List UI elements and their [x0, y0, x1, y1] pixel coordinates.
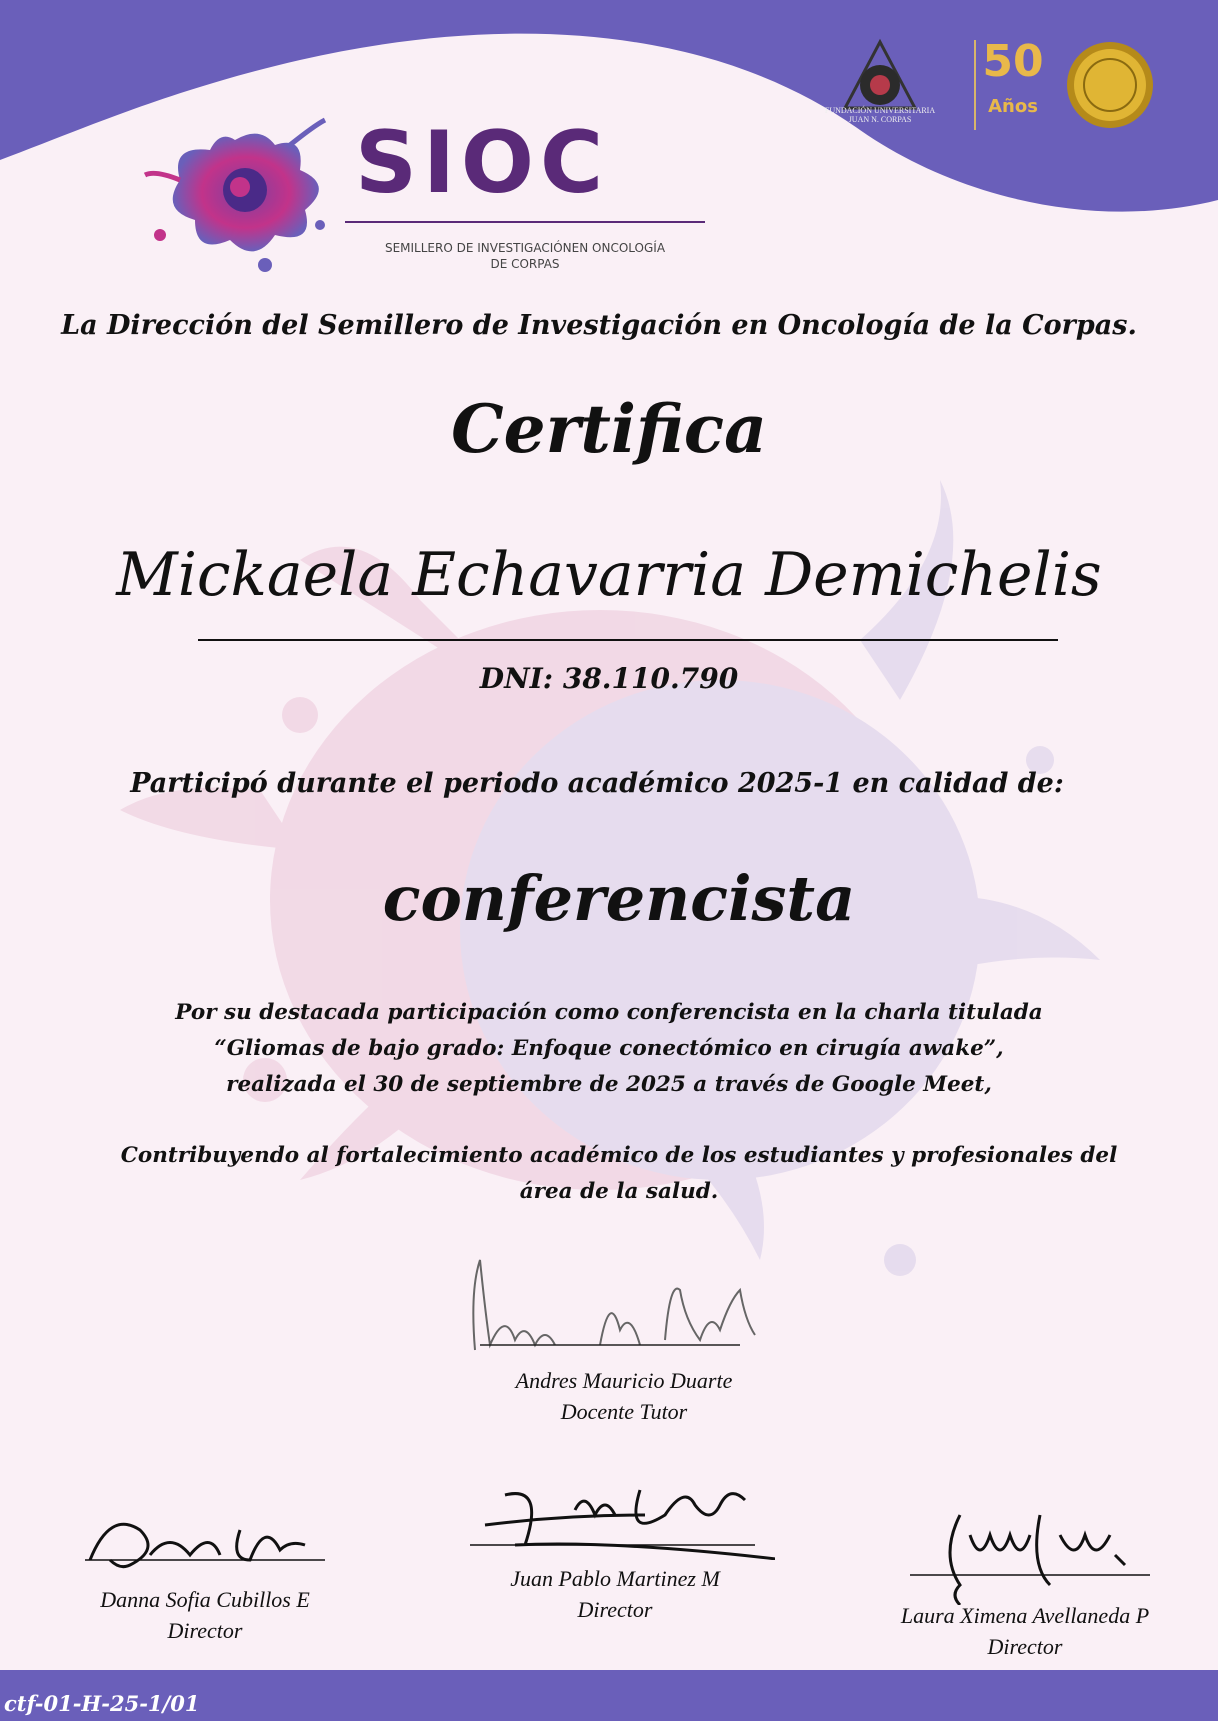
role-title: conferencista	[382, 862, 856, 935]
director-right-title: Director	[987, 1634, 1063, 1659]
participation-line: Participó durante el periodo académico 2025-1 en calidad de:	[130, 768, 1064, 799]
header-seals	[820, 30, 1170, 140]
director-left-title: Director	[167, 1618, 243, 1643]
director-center-name: Juan Pablo Martinez M	[510, 1566, 720, 1591]
tutor-signature-block	[444, 1365, 804, 1427]
brand-subtitle	[340, 240, 710, 272]
recipient-dni: DNI: 38.110.790	[479, 662, 739, 695]
description	[0, 995, 1218, 1103]
contribution-line-1: Contribuyendo al fortalecimiento académico de los estudiantes y profesionales del	[120, 1143, 1118, 1168]
brand-name: SIOC	[355, 113, 610, 213]
tutor-title: Docente Tutor	[560, 1399, 688, 1424]
director-right-name: Laura Ximena Avellaneda P	[900, 1603, 1150, 1628]
director-left-signature-icon	[80, 1500, 330, 1580]
cancer-cell-logo-icon	[140, 115, 340, 275]
description-line-3: realizada el 30 de septiembre de 2025 a través de Google Meet,	[226, 1072, 992, 1097]
contribution-line-2: área de la salud.	[519, 1179, 719, 1204]
description-line-2: “Gliomas de bajo grado: Enfoque conectómico en cirugía awake”,	[214, 1036, 1004, 1061]
director-left-signature-block	[70, 1584, 340, 1646]
badge-50-label: Años	[988, 96, 1038, 117]
certificate-code: ctf-01-H-25-1/01	[4, 1691, 200, 1716]
tutor-signature-icon	[460, 1250, 800, 1360]
recipient-underline	[198, 639, 1058, 641]
seal-line-1: FUNDACIÓN UNIVERSITARIA	[824, 106, 936, 115]
brand-subtitle-line-2: DE CORPAS	[490, 257, 560, 271]
director-right-signature-block	[870, 1600, 1180, 1662]
director-center-signature-icon	[465, 1465, 775, 1560]
director-center-signature-block	[480, 1563, 750, 1625]
issuer-line: La Dirección del Semillero de Investigación en Oncología de la Corpas.	[61, 310, 1137, 341]
description-line-1: Por su destacada participación como conferencista en la charla titulada	[175, 1000, 1043, 1025]
brand-underline	[345, 221, 705, 223]
tutor-name: Andres Mauricio Duarte	[515, 1368, 733, 1393]
contribution	[10, 1138, 1218, 1210]
director-left-name: Danna Sofia Cubillos E	[100, 1587, 310, 1612]
brand-subtitle-line-1: SEMILLERO DE INVESTIGACIÓNEN ONCOLOGÍA	[384, 241, 666, 255]
seal-line-2: JUAN N. CORPAS	[848, 115, 912, 124]
director-center-title: Director	[577, 1597, 653, 1622]
director-right-signature-icon	[910, 1495, 1160, 1605]
recipient-name: Mickaela Echavarria Demichelis	[116, 540, 1102, 610]
certificate-heading: Certifica	[451, 390, 767, 468]
badge-50-number: 50	[982, 36, 1044, 87]
university-seal-text	[820, 106, 940, 124]
